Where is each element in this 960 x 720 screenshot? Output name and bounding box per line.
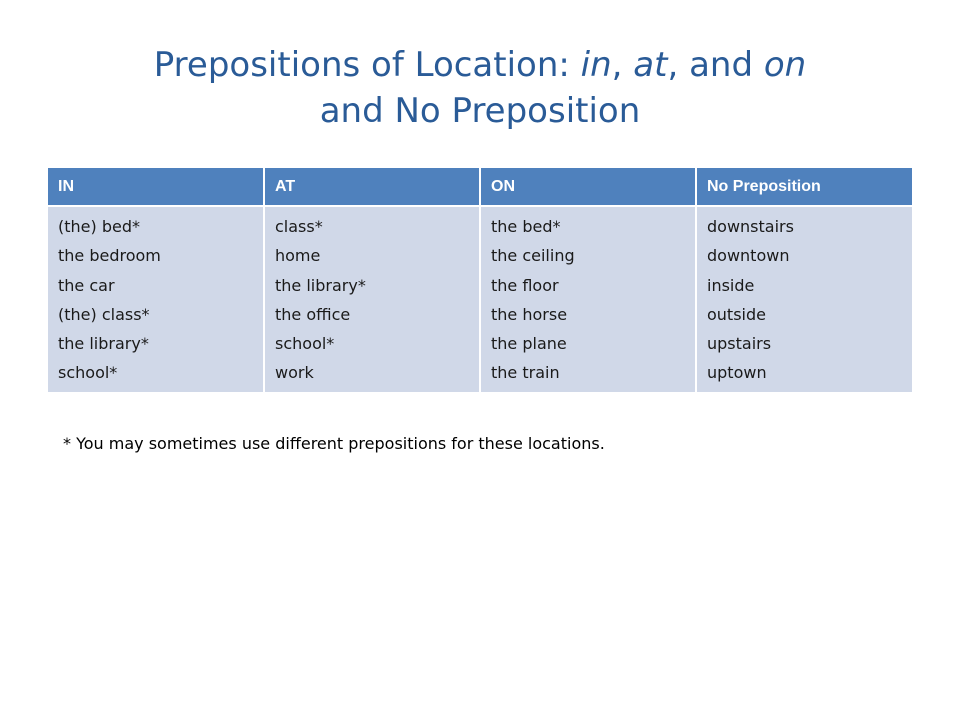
- table-header-row: [48, 168, 912, 206]
- list-item: work: [275, 363, 314, 383]
- list-item: the library*: [58, 334, 149, 354]
- list-item: the ceiling: [491, 246, 575, 266]
- list-item: outside: [707, 304, 766, 324]
- footnote: * You may sometimes use different prepositions for these locations.: [63, 434, 605, 453]
- list-item: the floor: [491, 275, 559, 295]
- list-item: downtown: [707, 246, 790, 266]
- list-item: downstairs: [707, 217, 794, 236]
- header-in: IN: [48, 168, 264, 206]
- list-item: (the) bed*: [58, 217, 140, 236]
- header-on: ON: [480, 168, 696, 206]
- list-item: the plane: [491, 334, 567, 354]
- list-item: home: [275, 246, 321, 266]
- list-item: school*: [58, 363, 118, 383]
- list-item: the car: [58, 275, 115, 295]
- list-item: the bed*: [491, 217, 561, 236]
- cell-no-preposition: [696, 206, 912, 392]
- title-prefix: Prepositions of Location:: [153, 45, 581, 85]
- list-item: the office: [275, 304, 351, 324]
- cell-in: [48, 206, 264, 392]
- prepositions-table: [48, 168, 912, 392]
- cell-at: [264, 206, 480, 392]
- list-item: the bedroom: [58, 246, 161, 266]
- title-and: , and: [667, 45, 764, 85]
- cell-on: [480, 206, 696, 392]
- slide-title: [60, 42, 900, 134]
- list-item: the library*: [275, 275, 366, 295]
- title-comma: ,: [611, 45, 634, 85]
- list-item: class*: [275, 217, 323, 236]
- table-row: [48, 206, 912, 392]
- title-line-2: and No Preposition: [319, 91, 641, 131]
- header-no-preposition: No Preposition: [696, 168, 912, 206]
- list-item: inside: [707, 275, 755, 295]
- list-item: uptown: [707, 363, 767, 383]
- title-line-1: [60, 42, 900, 88]
- header-at: AT: [264, 168, 480, 206]
- title-word-on: on: [763, 45, 807, 85]
- title-word-in: in: [580, 45, 612, 85]
- list-item: the horse: [491, 304, 568, 324]
- title-word-at: at: [633, 45, 668, 85]
- list-item: school*: [275, 334, 335, 354]
- list-item: the train: [491, 363, 560, 383]
- list-item: (the) class*: [58, 304, 150, 324]
- list-item: upstairs: [707, 334, 772, 354]
